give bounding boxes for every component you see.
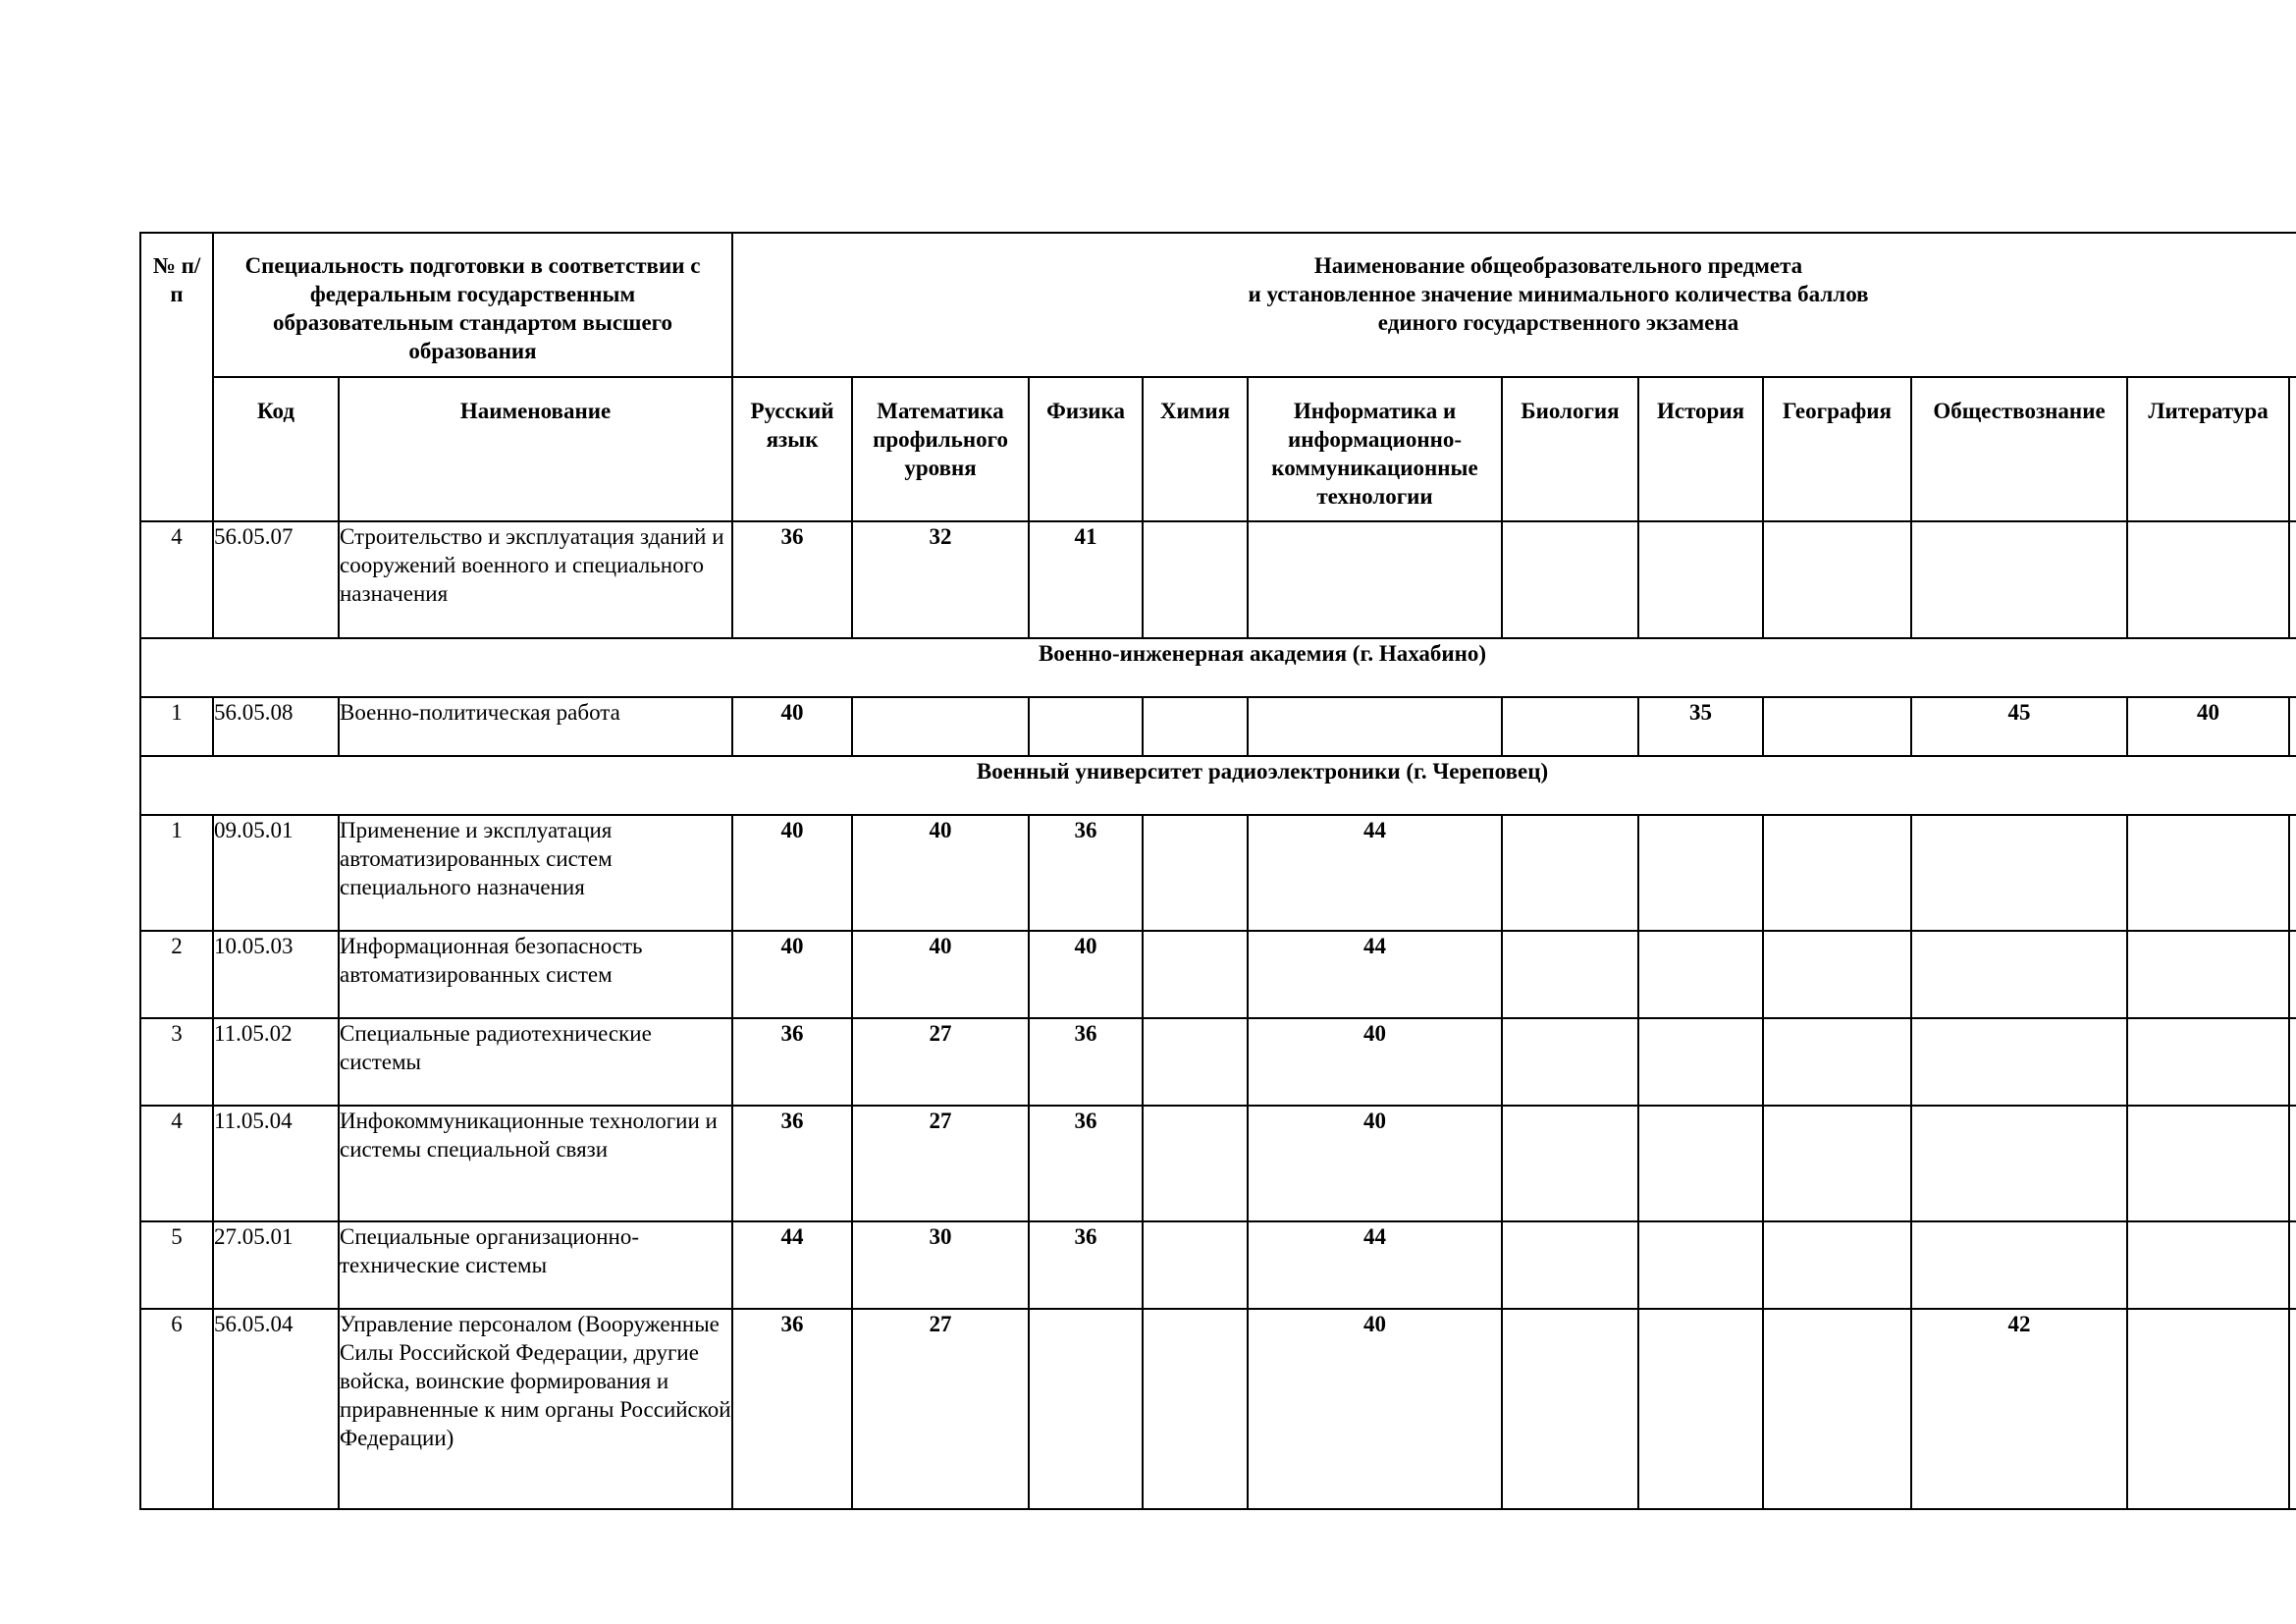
section-title: Военный университет радиоэлектроники (г. Череповец)	[140, 756, 2296, 815]
score-cell	[1911, 1106, 2127, 1221]
score-cell-extra	[2289, 815, 2296, 931]
score-cell: 42	[1911, 1309, 2127, 1509]
row-code: 56.05.04	[213, 1309, 339, 1509]
header-subject: Информатика и информационно-коммуникационные технологии	[1248, 377, 1502, 521]
table-row	[140, 521, 2296, 638]
header-code: Код	[213, 377, 339, 521]
header-subject: Биология	[1502, 377, 1638, 521]
score-cell	[1763, 815, 1911, 931]
row-code: 56.05.07	[213, 521, 339, 638]
score-cell: 36	[1029, 1018, 1143, 1106]
score-cell: 40	[1248, 1309, 1502, 1509]
score-cell	[1502, 1309, 1638, 1509]
header-subject: Химия	[1143, 377, 1248, 521]
score-cell: 35	[1638, 697, 1763, 756]
score-cell: 40	[732, 815, 852, 931]
score-cell	[1638, 931, 1763, 1018]
score-cell	[1029, 697, 1143, 756]
header-subject-line: единого государственного экзамена	[1377, 310, 1739, 335]
score-cell: 27	[852, 1106, 1029, 1221]
section-row	[140, 638, 2296, 697]
score-cell	[2127, 1106, 2289, 1221]
header-subject: История	[1638, 377, 1763, 521]
score-cell	[1143, 815, 1248, 931]
header-num: № п/п	[140, 233, 213, 521]
header-subject: Литература	[2127, 377, 2289, 521]
header-subject-line: Наименование общеобразовательного предмета	[1313, 253, 1803, 278]
score-cell	[1143, 1221, 1248, 1309]
row-code: 11.05.02	[213, 1018, 339, 1106]
score-cell	[1502, 521, 1638, 638]
row-code: 27.05.01	[213, 1221, 339, 1309]
score-cell	[1502, 697, 1638, 756]
score-cell: 36	[732, 1106, 852, 1221]
row-name: Военно-политическая работа	[339, 697, 732, 756]
score-cell	[1029, 1309, 1143, 1509]
score-cell: 40	[1248, 1106, 1502, 1221]
header-specialty-group: Специальность подготовки в соответствии с федеральным государственным образовательным стандартом высшего образования	[213, 233, 732, 377]
exam-scores-table	[139, 232, 2296, 1510]
score-cell	[2127, 521, 2289, 638]
row-num: 1	[140, 697, 213, 756]
score-cell: 40	[852, 931, 1029, 1018]
score-cell	[1143, 697, 1248, 756]
row-num: 4	[140, 521, 213, 638]
table-row	[140, 815, 2296, 931]
score-cell	[1502, 1221, 1638, 1309]
header-subject-line: и установленное значение минимального количества баллов	[1248, 282, 1869, 306]
table-row	[140, 1106, 2296, 1221]
score-cell: 40	[1248, 1018, 1502, 1106]
header-subject: Русский язык	[732, 377, 852, 521]
score-cell: 27	[852, 1018, 1029, 1106]
row-name: Управление персоналом (Вооруженные Силы Российской Федерации, другие войска, воинские формирования и приравненные к ним органы Российской Федерации)	[339, 1309, 732, 1509]
row-name: Применение и эксплуатация автоматизированных систем специального назначения	[339, 815, 732, 931]
score-cell: 45	[1911, 697, 2127, 756]
score-cell: 36	[732, 1309, 852, 1509]
score-cell	[2127, 815, 2289, 931]
score-cell-extra	[2289, 931, 2296, 1018]
score-cell: 36	[732, 1018, 852, 1106]
table-row	[140, 1018, 2296, 1106]
score-cell	[1763, 697, 1911, 756]
header-subject-group	[732, 233, 2296, 377]
row-name: Информационная безопасность автоматизированных систем	[339, 931, 732, 1018]
row-num: 6	[140, 1309, 213, 1509]
header-row-2	[140, 377, 2296, 521]
score-cell	[1143, 1309, 1248, 1509]
score-cell	[1502, 1018, 1638, 1106]
score-cell	[852, 697, 1029, 756]
score-cell-extra	[2289, 521, 2296, 638]
row-name: Инфокоммуникационные технологии и системы специальной связи	[339, 1106, 732, 1221]
header-subject-extra	[2289, 377, 2296, 521]
score-cell	[1763, 1106, 1911, 1221]
score-cell: 40	[732, 697, 852, 756]
row-code: 56.05.08	[213, 697, 339, 756]
score-cell	[1638, 1106, 1763, 1221]
score-cell	[1248, 521, 1502, 638]
score-cell: 36	[732, 521, 852, 638]
score-cell: 27	[852, 1309, 1029, 1509]
score-cell	[1911, 1221, 2127, 1309]
row-code: 10.05.03	[213, 931, 339, 1018]
row-num: 5	[140, 1221, 213, 1309]
row-name: Специальные организационно-технические системы	[339, 1221, 732, 1309]
header-subject: Физика	[1029, 377, 1143, 521]
score-cell	[1911, 1018, 2127, 1106]
row-name: Строительство и эксплуатация зданий и сооружений военного и специального назначения	[339, 521, 732, 638]
table-row	[140, 931, 2296, 1018]
score-cell: 44	[732, 1221, 852, 1309]
section-title: Военно-инженерная академия (г. Нахабино)	[140, 638, 2296, 697]
score-cell	[1763, 931, 1911, 1018]
score-cell	[1143, 521, 1248, 638]
score-cell	[1143, 931, 1248, 1018]
score-cell: 32	[852, 521, 1029, 638]
score-cell: 41	[1029, 521, 1143, 638]
score-cell	[1763, 521, 1911, 638]
score-cell: 40	[2127, 697, 2289, 756]
header-row-1	[140, 233, 2296, 377]
header-name: Наименование	[339, 377, 732, 521]
row-num: 4	[140, 1106, 213, 1221]
score-cell	[1763, 1018, 1911, 1106]
score-cell	[1502, 1106, 1638, 1221]
header-subject: География	[1763, 377, 1911, 521]
score-cell: 30	[852, 1221, 1029, 1309]
score-cell	[1638, 1309, 1763, 1509]
score-cell	[1911, 815, 2127, 931]
row-num: 2	[140, 931, 213, 1018]
score-cell	[1763, 1309, 1911, 1509]
row-code: 09.05.01	[213, 815, 339, 931]
row-num: 3	[140, 1018, 213, 1106]
score-cell	[2127, 1221, 2289, 1309]
score-cell-extra	[2289, 1309, 2296, 1509]
score-cell	[1911, 931, 2127, 1018]
header-subject: Обществознание	[1911, 377, 2127, 521]
score-cell-extra	[2289, 1106, 2296, 1221]
row-code: 11.05.04	[213, 1106, 339, 1221]
score-cell	[2127, 1018, 2289, 1106]
score-cell: 40	[852, 815, 1029, 931]
score-cell	[1143, 1106, 1248, 1221]
table-row	[140, 697, 2296, 756]
section-row	[140, 756, 2296, 815]
score-cell: 40	[1029, 931, 1143, 1018]
score-cell: 36	[1029, 815, 1143, 931]
score-cell: 36	[1029, 1106, 1143, 1221]
score-cell: 44	[1248, 1221, 1502, 1309]
score-cell	[1638, 1018, 1763, 1106]
score-cell: 44	[1248, 815, 1502, 931]
score-cell	[1502, 815, 1638, 931]
score-cell	[1502, 931, 1638, 1018]
score-cell	[1638, 521, 1763, 638]
row-name: Специальные радиотехнические системы	[339, 1018, 732, 1106]
row-num: 1	[140, 815, 213, 931]
table-row	[140, 1221, 2296, 1309]
score-cell-extra	[2289, 1221, 2296, 1309]
score-cell	[1638, 815, 1763, 931]
score-cell: 36	[1029, 1221, 1143, 1309]
score-cell	[1638, 1221, 1763, 1309]
score-cell	[1763, 1221, 1911, 1309]
score-cell	[1911, 521, 2127, 638]
score-cell	[1248, 697, 1502, 756]
score-cell	[2127, 931, 2289, 1018]
score-cell: 44	[1248, 931, 1502, 1018]
table-row	[140, 1309, 2296, 1509]
header-subject: Математика профильного уровня	[852, 377, 1029, 521]
score-cell-extra	[2289, 1018, 2296, 1106]
score-cell-extra	[2289, 697, 2296, 756]
score-cell	[1143, 1018, 1248, 1106]
score-cell: 40	[732, 931, 852, 1018]
score-cell	[2127, 1309, 2289, 1509]
